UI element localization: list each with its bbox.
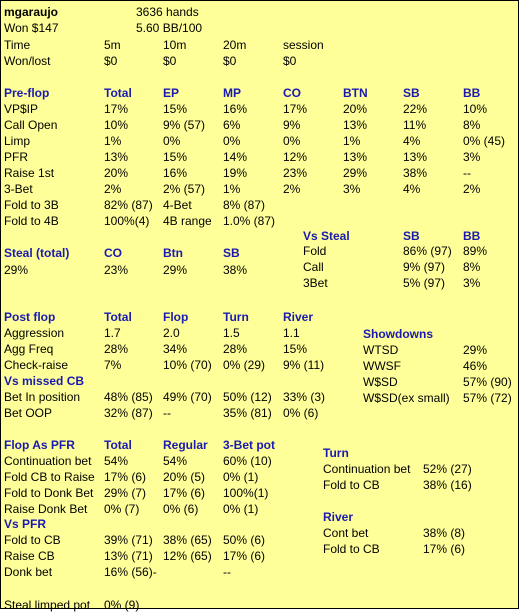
- steal-value: 29%: [163, 263, 188, 277]
- wonlost-value: $0: [104, 54, 118, 68]
- vs-steal-sb: 86% (97): [403, 244, 452, 258]
- missed-cb-cell: 48% (85): [104, 390, 153, 404]
- time-col: session: [283, 38, 324, 52]
- won-amount: Won $147: [4, 21, 59, 35]
- preflop-title: Pre-flop: [4, 86, 50, 100]
- preflop-cell: 9% (57): [163, 118, 206, 132]
- flop-pfr-cell: 17% (6): [104, 470, 147, 484]
- wonlost-value: $0: [163, 54, 177, 68]
- showdowns-title: Showdowns: [363, 327, 433, 341]
- postflop-row-label: Agg Freq: [4, 342, 54, 356]
- steal-title: Steal (total): [4, 246, 70, 260]
- showdown-value: 57% (72): [463, 391, 512, 405]
- showdown-label: WTSD: [363, 343, 399, 357]
- vs-pfr-cell: 12% (65): [163, 549, 212, 563]
- showdown-value: 29%: [463, 343, 488, 357]
- flop-pfr-row-label: Raise Donk Bet: [4, 502, 88, 516]
- vs-pfr-cell: 13% (71): [104, 549, 153, 563]
- preflop-cell: 13%: [403, 150, 428, 164]
- postflop-cell: 10% (70): [163, 358, 212, 372]
- preflop-cell: 0%: [163, 134, 181, 148]
- showdown-label: W$SD(ex small): [363, 391, 450, 405]
- flop-pfr-row-label: Fold to Donk Bet: [4, 486, 94, 500]
- flop-pfr-cell: 0% (7): [104, 502, 140, 516]
- vs-steal-bb: 89%: [463, 244, 488, 258]
- preflop-cell: 3%: [463, 150, 481, 164]
- postflop-title: Post flop: [4, 310, 56, 324]
- missed-cb-cell: 35% (81): [223, 406, 272, 420]
- flop-pfr-cell: 0% (6): [163, 502, 199, 516]
- steal-limped-label: Steal limped pot: [4, 598, 91, 612]
- preflop-header: MP: [223, 86, 241, 100]
- vs-pfr-row-label: Donk bet: [4, 565, 53, 579]
- wonlost-value: $0: [223, 54, 237, 68]
- preflop-cell: 10%: [104, 118, 129, 132]
- postflop-header: Turn: [223, 310, 249, 324]
- preflop-cell: 38%: [403, 166, 428, 180]
- vs-pfr-cell: --: [223, 565, 231, 579]
- missed-cb-cell: 0% (6): [283, 406, 319, 420]
- vs-steal-label: Fold: [303, 244, 327, 258]
- preflop-cell: 29%: [343, 166, 368, 180]
- preflop-cell: 1%: [223, 182, 241, 196]
- flop-pfr-header: 3-Bet pot: [223, 438, 275, 452]
- preflop-cell: 4%: [403, 182, 421, 196]
- time-col: 5m: [104, 38, 121, 52]
- preflop-cell: 19%: [223, 166, 248, 180]
- turn-label: Fold to CB: [323, 478, 380, 492]
- showdown-label: WWSF: [363, 359, 401, 373]
- flop-pfr-cell: 60% (10): [223, 454, 272, 468]
- vs-steal-header: BB: [463, 229, 481, 243]
- vs-steal-label: Call: [303, 260, 324, 274]
- postflop-cell: 2.0: [163, 326, 180, 340]
- postflop-row-label: Aggression: [4, 326, 65, 340]
- postflop-cell: 0% (29): [223, 358, 266, 372]
- flop-pfr-title: Flop As PFR: [4, 438, 75, 452]
- vs-pfr-cell: 50% (6): [223, 533, 266, 547]
- vs-steal-sb: 9% (97): [403, 260, 446, 274]
- vs-steal-bb: 3%: [463, 276, 481, 290]
- steal-value: 38%: [223, 263, 248, 277]
- flop-pfr-cell: 0% (1): [223, 502, 259, 516]
- preflop-cell: 3%: [343, 182, 361, 196]
- preflop-cell: 22%: [403, 102, 428, 116]
- preflop-cell: 20%: [104, 166, 129, 180]
- postflop-cell: 9% (11): [283, 358, 325, 372]
- preflop-cell: 10%: [463, 102, 488, 116]
- preflop-cell: 2%: [104, 182, 122, 196]
- vs-steal-bb: 8%: [463, 260, 481, 274]
- flop-pfr-cell: 20% (5): [163, 470, 206, 484]
- preflop-cell: 1%: [104, 134, 122, 148]
- steal-header: SB: [223, 246, 240, 260]
- turn-value: 38% (16): [423, 478, 472, 492]
- preflop-cell: 8%: [463, 118, 481, 132]
- postflop-header: Flop: [163, 310, 189, 324]
- preflop-cell: 13%: [343, 118, 368, 132]
- postflop-cell: 1.7: [104, 326, 121, 340]
- flop-pfr-cell: 17% (6): [163, 486, 206, 500]
- time-col: 20m: [223, 38, 247, 52]
- river-title: River: [323, 510, 354, 524]
- preflop-cell: 12%: [283, 150, 308, 164]
- wonlost-value: $0: [283, 54, 297, 68]
- flop-pfr-cell: 100%(1): [223, 486, 269, 500]
- fourbet-value: 8% (87): [223, 198, 266, 212]
- preflop-cell: 16%: [223, 102, 248, 116]
- preflop-header: BB: [463, 86, 481, 100]
- preflop-cell: 13%: [343, 150, 368, 164]
- bb-rate: 5.60 BB/100: [136, 21, 203, 35]
- vs-steal-header: SB: [403, 229, 420, 243]
- vs-pfr-cell: 39% (71): [104, 533, 153, 547]
- preflop-cell: 6%: [223, 118, 241, 132]
- preflop-cell: 15%: [163, 102, 188, 116]
- player-name: mgaraujo: [4, 5, 59, 19]
- flop-pfr-cell: 54%: [104, 454, 129, 468]
- missed-cb-title: Vs missed CB: [4, 374, 85, 388]
- missed-cb-cell: 50% (12): [223, 390, 272, 404]
- preflop-header: SB: [403, 86, 420, 100]
- steal-header: Btn: [163, 246, 183, 260]
- showdown-label: W$SD: [363, 375, 398, 389]
- steal-header: CO: [104, 246, 122, 260]
- preflop-row-label: 3-Bet: [4, 182, 33, 196]
- preflop-cell: 1%: [343, 134, 361, 148]
- flop-pfr-header: Regular: [163, 438, 208, 452]
- fourb-range-value: 1.0% (87): [223, 214, 276, 228]
- missed-cb-row-label: Bet In position: [4, 390, 81, 404]
- turn-label: Continuation bet: [323, 462, 411, 476]
- postflop-header: River: [283, 310, 314, 324]
- river-value: 17% (6): [423, 542, 466, 556]
- vs-pfr-row-label: Raise CB: [4, 549, 55, 563]
- postflop-cell: 28%: [223, 342, 248, 356]
- flop-pfr-row-label: Fold CB to Raise: [4, 470, 95, 484]
- preflop-row-label: Call Open: [4, 118, 58, 132]
- missed-cb-cell: --: [163, 406, 171, 420]
- missed-cb-row-label: Bet OOP: [4, 406, 53, 420]
- preflop-row-label: Raise 1st: [4, 166, 55, 180]
- preflop-header: Total: [104, 86, 132, 100]
- preflop-cell: 23%: [283, 166, 308, 180]
- missed-cb-cell: 33% (3): [283, 390, 326, 404]
- fourbet-label: 4-Bet: [163, 198, 192, 212]
- river-value: 38% (8): [423, 526, 466, 540]
- flop-pfr-header: Total: [104, 438, 132, 452]
- steal-value: 23%: [104, 263, 129, 277]
- preflop-cell: 0% (45): [463, 134, 506, 148]
- river-label: Cont bet: [323, 526, 369, 540]
- time-col: 10m: [163, 38, 187, 52]
- steal-total-value: 29%: [4, 263, 29, 277]
- vs-steal-title: Vs Steal: [303, 229, 350, 243]
- postflop-header: Total: [104, 310, 132, 324]
- flop-pfr-cell: 29% (7): [104, 486, 147, 500]
- flop-pfr-cell: 0% (1): [223, 470, 259, 484]
- vs-steal-label: 3Bet: [303, 276, 328, 290]
- preflop-cell: 4%: [403, 134, 421, 148]
- fold3b-label: Fold to 3B: [4, 198, 59, 212]
- postflop-cell: 7%: [104, 358, 122, 372]
- preflop-cell: 2%: [283, 182, 301, 196]
- fold4b-value: 100%(4): [104, 214, 150, 228]
- river-label: Fold to CB: [323, 542, 380, 556]
- preflop-row-label: PFR: [4, 150, 28, 164]
- flop-pfr-row-label: Continuation bet: [4, 454, 92, 468]
- preflop-cell: 17%: [283, 102, 308, 116]
- showdown-value: 46%: [463, 359, 488, 373]
- preflop-cell: 11%: [403, 118, 427, 132]
- vs-pfr-cell: 17% (6): [223, 549, 266, 563]
- postflop-cell: 28%: [104, 342, 129, 356]
- time-label: Time: [4, 38, 31, 52]
- vs-pfr-cell: 38% (65): [163, 533, 212, 547]
- preflop-cell: 15%: [163, 150, 188, 164]
- preflop-cell: 17%: [104, 102, 129, 116]
- preflop-header: BTN: [343, 86, 368, 100]
- preflop-cell: 0%: [223, 134, 241, 148]
- missed-cb-cell: 32% (87): [104, 406, 153, 420]
- wonlost-label: Won/lost: [4, 54, 51, 68]
- preflop-cell: 14%: [223, 150, 248, 164]
- preflop-cell: 13%: [104, 150, 129, 164]
- postflop-cell: 1.5: [223, 326, 240, 340]
- steal-limped-value: 0% (9): [104, 598, 140, 612]
- fold3b-value: 82% (87): [104, 198, 153, 212]
- vs-steal-sb: 5% (97): [403, 276, 446, 290]
- preflop-cell: 20%: [343, 102, 368, 116]
- preflop-row-label: Limp: [4, 134, 31, 148]
- missed-cb-cell: 49% (70): [163, 390, 212, 404]
- preflop-cell: 16%: [163, 166, 188, 180]
- preflop-header: EP: [163, 86, 180, 100]
- preflop-row-label: VP$IP: [4, 102, 39, 116]
- showdown-value: 57% (90): [463, 375, 512, 389]
- preflop-cell: 2% (57): [163, 182, 206, 196]
- postflop-cell: 34%: [163, 342, 188, 356]
- preflop-header: CO: [283, 86, 301, 100]
- postflop-cell: 1.1: [283, 326, 300, 340]
- postflop-row-label: Check-raise: [4, 358, 69, 372]
- fourb-range-label: 4B range: [163, 214, 212, 228]
- turn-title: Turn: [323, 446, 349, 460]
- turn-value: 52% (27): [423, 462, 472, 476]
- flop-pfr-cell: 54%: [163, 454, 188, 468]
- preflop-cell: 2%: [463, 182, 481, 196]
- preflop-cell: --: [463, 166, 471, 180]
- preflop-cell: 9%: [283, 118, 301, 132]
- fold4b-label: Fold to 4B: [4, 214, 59, 228]
- vs-pfr-row-label: Fold to CB: [4, 533, 61, 547]
- postflop-cell: 15%: [283, 342, 308, 356]
- vs-pfr-title: Vs PFR: [4, 517, 47, 531]
- hands-count: 3636 hands: [136, 5, 199, 19]
- vs-pfr-cell: 16% (56)-: [104, 565, 157, 579]
- preflop-cell: 0%: [283, 134, 301, 148]
